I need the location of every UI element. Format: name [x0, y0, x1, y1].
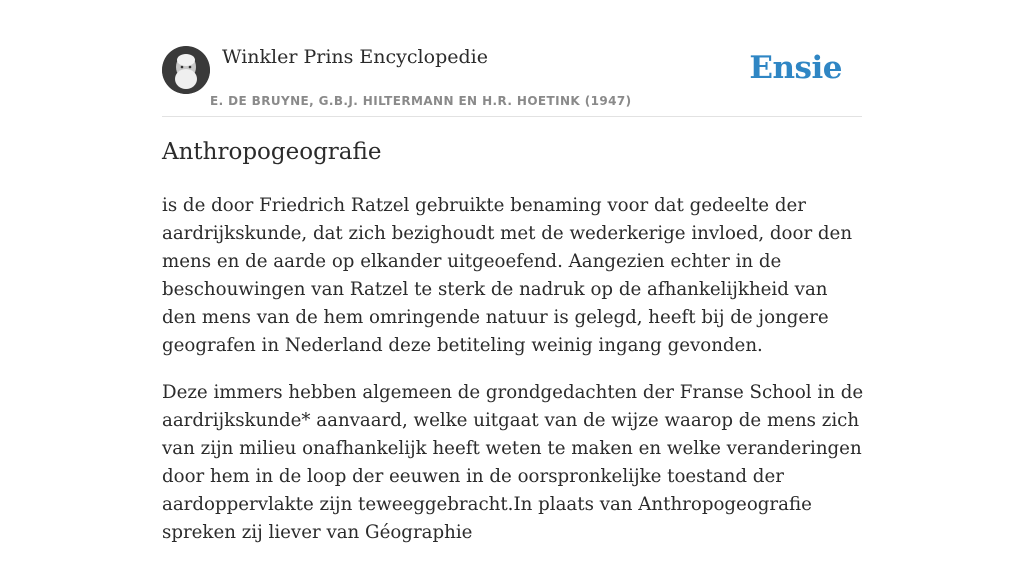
article-title: Anthropogeografie — [162, 139, 382, 165]
source-title[interactable]: Winkler Prins Encyclopedie — [222, 46, 488, 68]
brand-logo[interactable]: Ensie — [749, 50, 842, 86]
article-paragraph: Deze immers hebben algemeen de grondgedachten der Franse School in de aardrijkskunde* aanvaard, welke uitgaat van de wijze waarop de mens zich van zijn milieu onafhankelijk heeft weten te maken en welke veranderingen door hem in de loop der eeuwen in de oorspronkelijke toestand der aardoppervlakte zijn teweeggebracht.In plaats van Anthropogeografie spreken zij liever van Géographie — [162, 382, 864, 543]
article-paragraph: is de door Friedrich Ratzel gebruikte benaming voor dat gedeelte der aardrijkskunde, dat zich bezighoudt met de wederkerige invloed, door den mens en de aarde op elkander uitgeoefend. Aangezien echter in de beschouwingen van Ratzel te sterk de nadruk op de afhankelijkheid van den mens van de hem omringende natuur is gelegd, heeft bij de jongere geografen in Nederland deze betiteling weinig ingang gevonden. — [162, 195, 853, 356]
source-authors: E. DE BRUYNE, G.B.J. HILTERMANN EN H.R. HOETINK (1947) — [210, 94, 632, 108]
author-portrait-avatar — [162, 46, 210, 94]
source-header — [162, 44, 862, 117]
portrait-icon — [162, 46, 210, 94]
article-body — [162, 192, 864, 566]
